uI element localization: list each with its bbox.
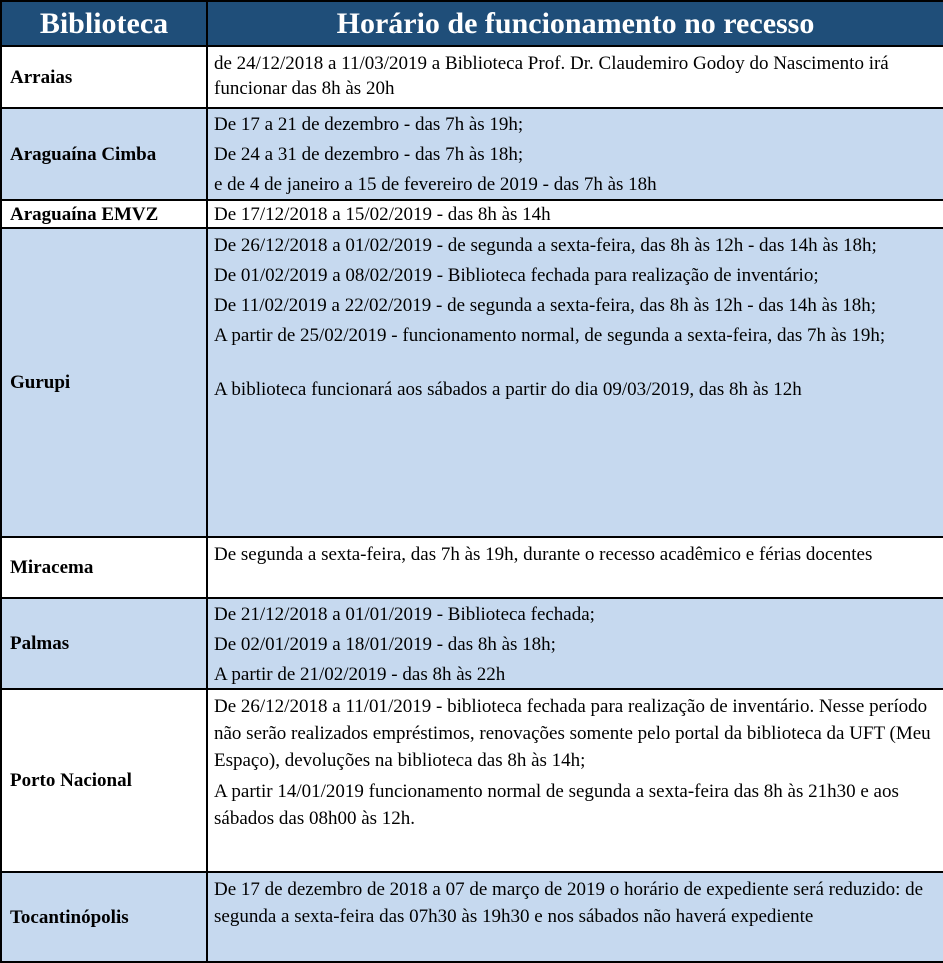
schedule-line: De segunda a sexta-feira, das 7h às 19h, durante o recesso acadêmico e férias docentes xyxy=(214,544,873,565)
schedule-cell xyxy=(207,200,943,228)
schedule-cell xyxy=(207,872,943,962)
library-name: Arraias xyxy=(1,46,207,108)
header-row xyxy=(1,1,943,46)
library-name: Porto Nacional xyxy=(1,689,207,872)
library-name: Araguaína EMVZ xyxy=(1,200,207,228)
library-name: Palmas xyxy=(1,598,207,689)
schedule-line: A partir de 25/02/2019 - funcionamento normal, de segunda a sexta-feira, das 7h às 19h; xyxy=(214,325,886,346)
schedule-line: De 26/12/2018 a 11/01/2019 - biblioteca fechada para realização de inventário. Nesse período não serão realizados empréstimos, renovações somente pelo portal da biblioteca da UFT (Meu Espaço), devoluções na biblioteca das 8h às 14h; xyxy=(214,696,931,771)
schedule-line: De 17/12/2018 a 15/02/2019 - das 8h às 14h xyxy=(214,204,551,225)
schedule-line: De 17 de dezembro de 2018 a 07 de março de 2019 o horário de expediente será reduzido: de segunda a sexta-feira das 07h30 às 19h30 e nos sábados não haverá expediente xyxy=(214,879,924,927)
schedule-line: A partir de 21/02/2019 - das 8h às 22h xyxy=(214,664,506,685)
schedule-cell xyxy=(207,689,943,872)
schedule-cell xyxy=(207,228,943,537)
schedule-cell xyxy=(207,46,943,108)
schedule-line: A partir 14/01/2019 funcionamento normal de segunda a sexta-feira das 8h às 21h30 e aos sábados das 08h00 às 12h. xyxy=(214,781,899,829)
schedule-cell xyxy=(207,537,943,598)
table-row xyxy=(1,872,943,962)
schedule-line: De 01/02/2019 a 08/02/2019 - Biblioteca fechada para realização de inventário; xyxy=(214,265,819,286)
schedule-line: De 24 a 31 de dezembro - das 7h às 18h; xyxy=(214,144,524,165)
header-schedule: Horário de funcionamento no recesso xyxy=(207,1,943,46)
schedule-line: e de 4 de janeiro a 15 de fevereiro de 2019 - das 7h às 18h xyxy=(214,174,657,195)
library-name: Miracema xyxy=(1,537,207,598)
schedule-cell xyxy=(207,108,943,200)
header-library: Biblioteca xyxy=(1,1,207,46)
schedule-line: A biblioteca funcionará aos sábados a partir do dia 09/03/2019, das 8h às 12h xyxy=(214,379,802,400)
table-row xyxy=(1,689,943,872)
schedule-line: De 11/02/2019 a 22/02/2019 - de segunda a sexta-feira, das 8h às 12h - das 14h às 18h; xyxy=(214,295,877,316)
library-name: Araguaína Cimba xyxy=(1,108,207,200)
table-row xyxy=(1,108,943,200)
table-row xyxy=(1,537,943,598)
schedule-line: De 26/12/2018 a 01/02/2019 - de segunda a sexta-feira, das 8h às 12h - das 14h às 18h; xyxy=(214,235,877,256)
schedule-line-blank xyxy=(214,348,943,377)
schedule-line: De 17 a 21 de dezembro - das 7h às 19h; xyxy=(214,114,524,135)
table-row xyxy=(1,200,943,228)
table-row xyxy=(1,598,943,689)
schedule-line: De 02/01/2019 a 18/01/2019 - das 8h às 18h; xyxy=(214,634,556,655)
table-row xyxy=(1,46,943,108)
schedule-line: De 21/12/2018 a 01/01/2019 - Biblioteca fechada; xyxy=(214,604,595,625)
schedule-line: de 24/12/2018 a 11/03/2019 a Biblioteca Prof. Dr. Claudemiro Godoy do Nascimento irá funcionar das 8h às 20h xyxy=(214,53,889,99)
table-row xyxy=(1,228,943,537)
library-name: Tocantinópolis xyxy=(1,872,207,962)
library-name: Gurupi xyxy=(1,228,207,537)
schedule-cell xyxy=(207,598,943,689)
